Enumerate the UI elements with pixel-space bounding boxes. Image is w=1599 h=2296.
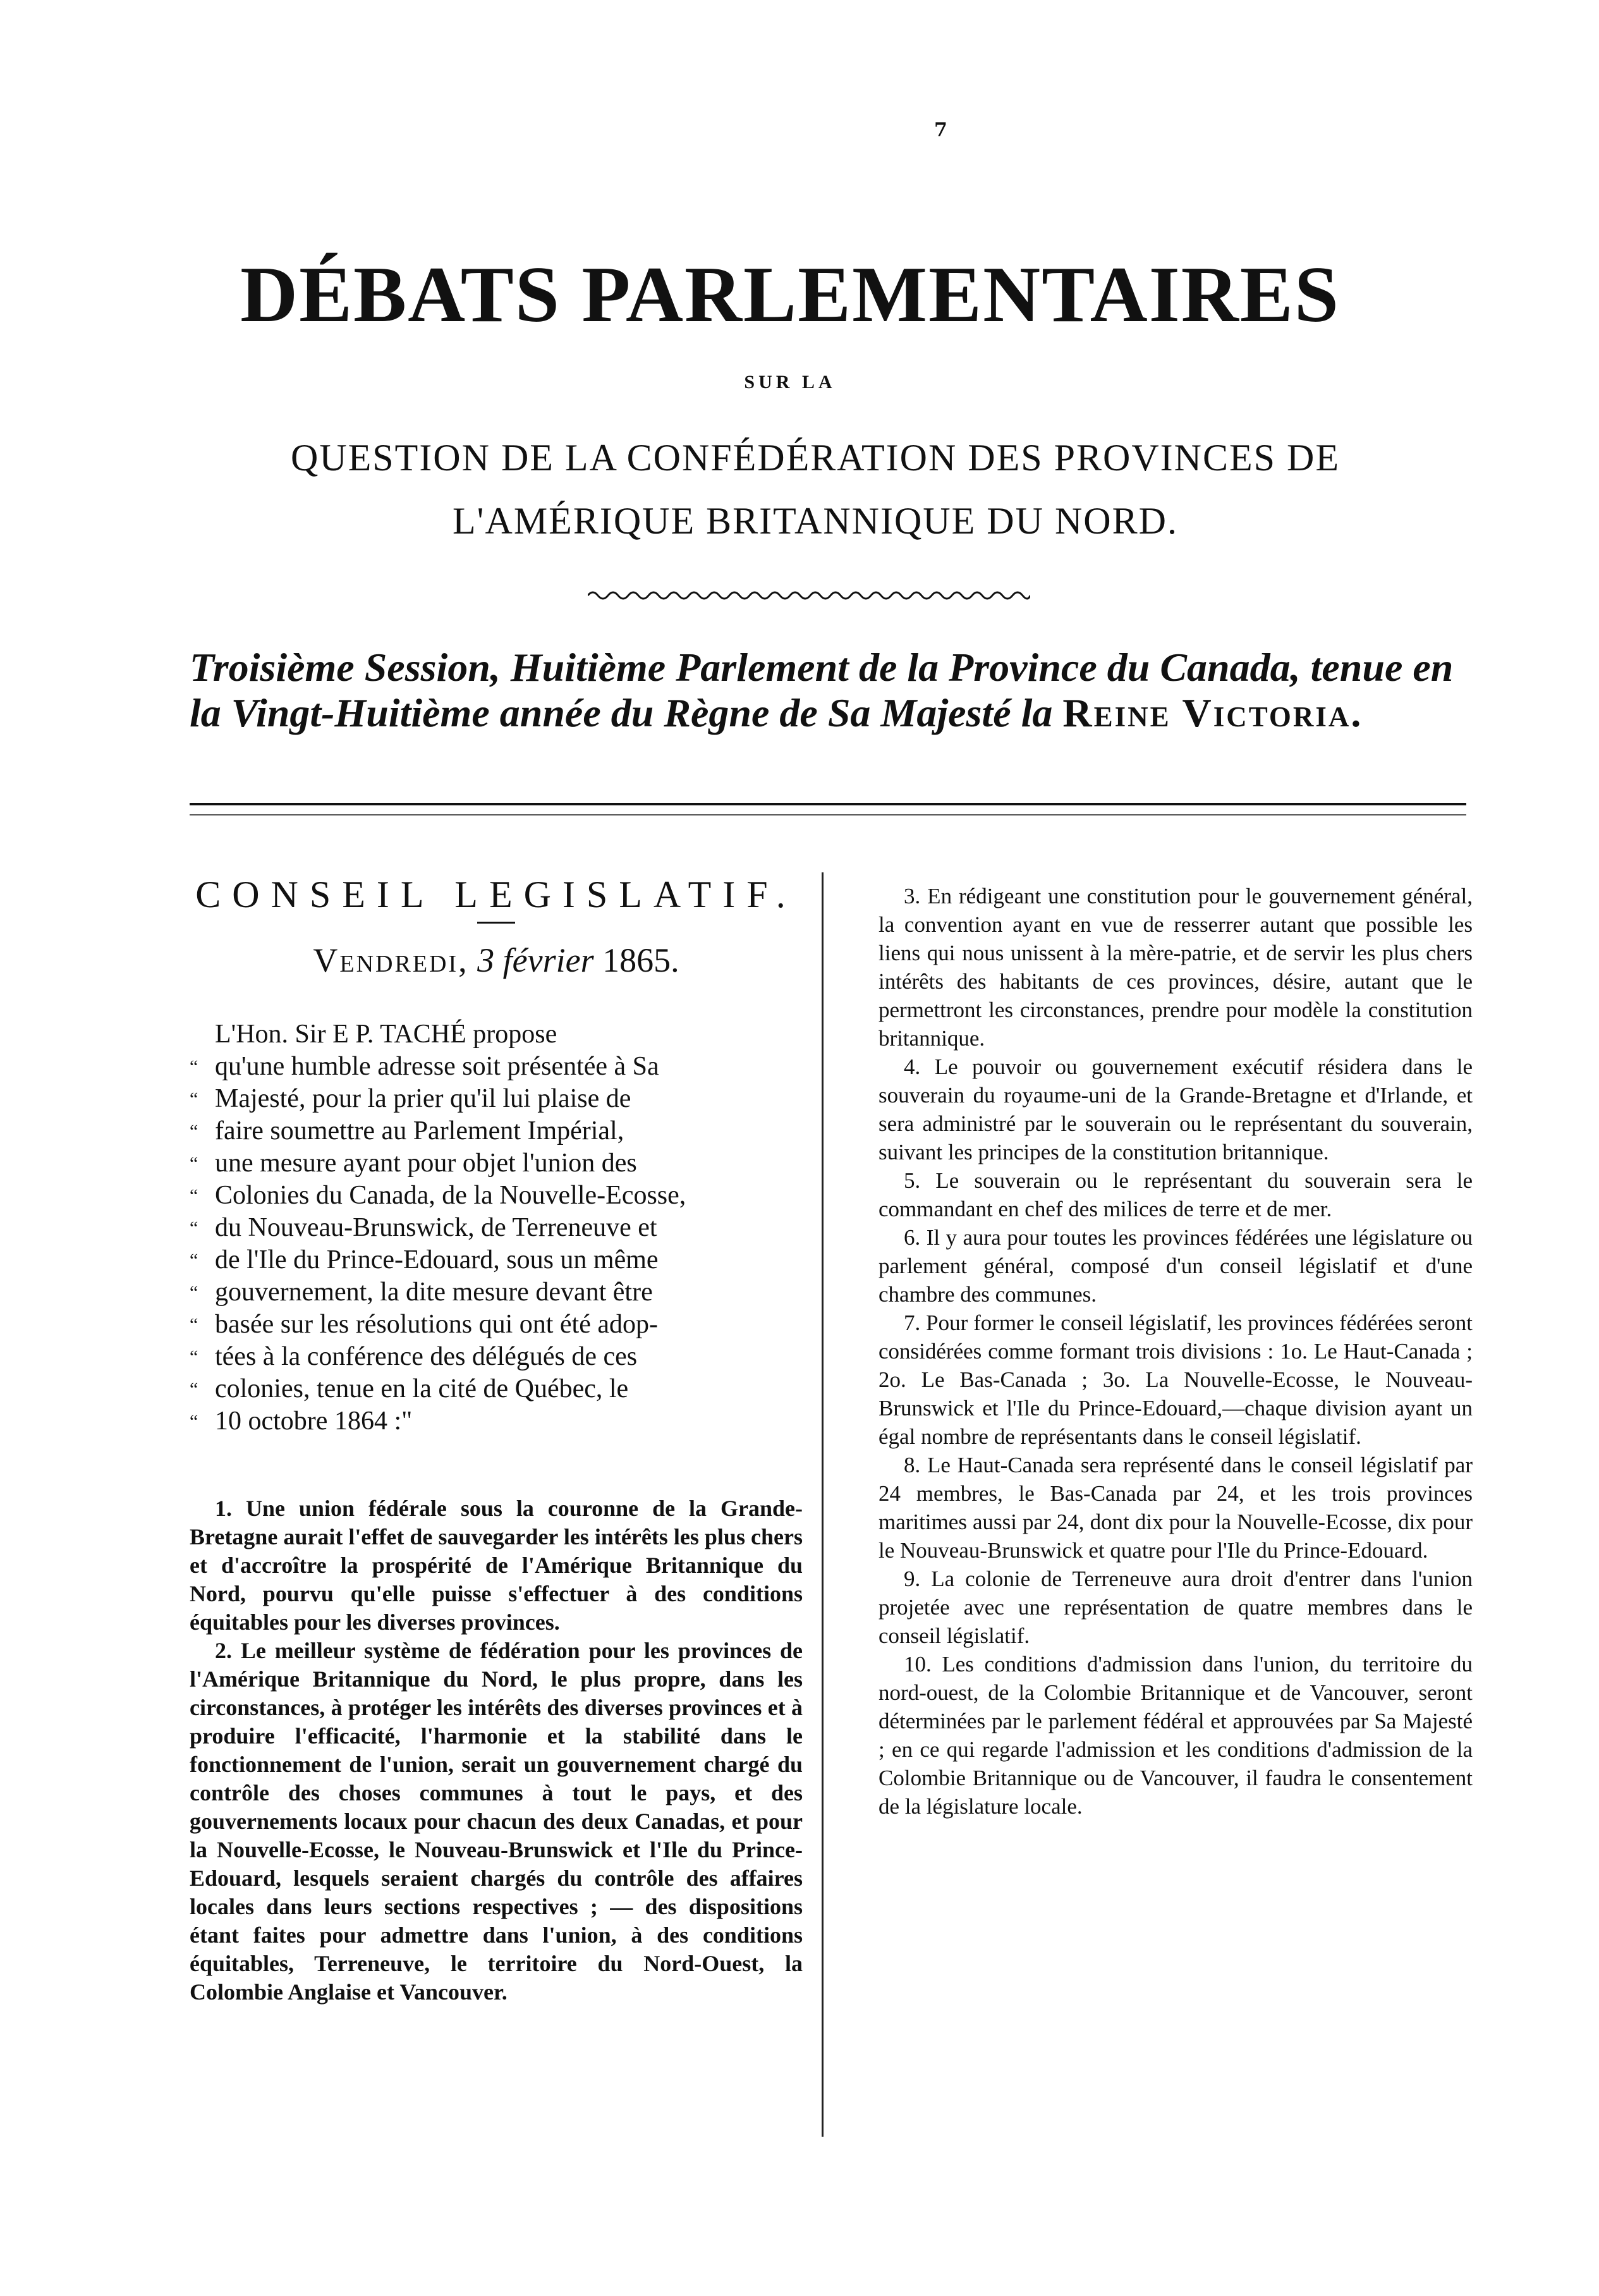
date-year: 1865. [602, 941, 679, 979]
speech-line: Majesté, pour la prier qu'il lui plaise de [215, 1084, 631, 1113]
subtitle-line-1: QUESTION DE LA CONFÉDÉRATION DES PROVINCES DE [290, 437, 1341, 479]
speech-line: du Nouveau-Brunswick, de Terreneuve et [215, 1213, 657, 1242]
resolutions-continued [879, 882, 1473, 1821]
speech-line: Colonies du Canada, de la Nouvelle-Ecosse, [215, 1181, 686, 1210]
dateline [190, 940, 803, 980]
resolution-paragraph: 1. Une union fédérale sous la couronne de la Grande-Bretagne aurait l'effet de sauvegarder les intérêts les plus chers et d'accroître la prospérité de l'Amérique Britannique du Nord, pourvu qu'elle puisse s'effectuer à des conditions équitables pour les diverses provinces. [190, 1496, 803, 1635]
resolution-paragraph: 10. Les conditions d'admission dans l'union, du territoire du nord-ouest, de la Colombie Britannique et de Vancouver, seront déterminées par le parlement fédéral et approuvées par Sa Majesté ; en ce qui regarde l'admission et les conditions d'admission de la Colombie Britannique ou de Vancouver, il faudra le consentement de la législature locale. [879, 1652, 1473, 1819]
resolutions-block [190, 1494, 803, 2006]
resolution-paragraph: 5. Le souverain ou le représentant du souverain sera le commandant en chef des milices de terre et de mer. [879, 1168, 1473, 1221]
date-month: 3 février [477, 941, 594, 979]
resolution-paragraph: 2. Le meilleur système de fédération pour les provinces de l'Amérique Britannique du Nord, le plus propre, dans les circonstances, à protéger les intérêts des diverses provinces et à produire l'efficacité, l'harmonie et la stabilité dans le fonctionnement de l'union, serait un gouvernement chargé du contrôle des choses communes à tout le pays, et des gouvernements locaux pour chacun des deux Canadas, et pour la Nouvelle-Ecosse, le Nouveau-Brunswick et l'Ile du Prince-Edouard, lesquels seraient chargés du contrôle des affaires locales dans leurs sections respectives ; — des dispositions étant faites pour admettre dans l'union, à des conditions équitables, Terreneuve, le territoire du Nord-Ouest, la Colombie Anglaise et Vancouver. [190, 1638, 803, 2005]
speech-block: L'Hon. Sir E P. TACHÉ propose “ qu'une humble adresse soit présentée à Sa “ Majesté, pour la prier qu'il lui plaise de “ faire soumettre au Parlement Impérial, “ une mesure ayant pour objet l'union des “ Colonies du Canada, de la Nouvelle-Ecosse, “ du Nouveau-Brunswick, de Terreneuve et “ de l'Ile du Prince-Edouard, sous un même “ gouvernement, la dite mesure devant être “ basée sur les résolutions qui ont été adop- “ tées à la conférence des délégués de ces “ colonies, tenue en la cité de Québec, le “ 10 octobre 1864 :" [190, 1018, 803, 1438]
date-day: Vendredi, [313, 941, 469, 979]
right-column [879, 882, 1473, 1821]
speech-line: 10 octobre 1864 :" [215, 1407, 413, 1436]
session-text: Troisième Session, Huitième Parlement de la Province du Canada, tenue en la Vingt-Huitième année du Règne de Sa Majesté la [190, 645, 1454, 735]
section-heading: CONSEIL LEGISLATIF. [195, 874, 797, 915]
speech-line: une mesure ayant pour objet l'union des [215, 1149, 637, 1178]
speech-line: qu'une humble adresse soit présentée à Sa [215, 1052, 659, 1081]
speech-line: basée sur les résolutions qui ont été adop- [215, 1310, 658, 1339]
page-mark: 7 [934, 119, 947, 141]
resolution-paragraph: 6. Il y aura pour toutes les provinces fédérées une législature ou parlement général, composé d'un conseil législatif et d'une chambre des communes. [879, 1225, 1473, 1307]
page-title: DÉBATS PARLEMENTAIRES [240, 251, 1340, 339]
resolution-paragraph: 7. Pour former le conseil législatif, les provinces fédérées seront considérées comme formant trois divisions : 1o. Le Haut-Canada ; 2o. Le Bas-Canada ; 3o. La Nouvelle-Ecosse, le Nouveau-Brunswick et l'Ile du Prince-Edouard,—chaque division ayant un égal nombre de représentants dans le conseil législatif. [879, 1310, 1473, 1449]
subtitle-line-2: L'AMÉRIQUE BRITANNIQUE DU NORD. [453, 500, 1178, 542]
header-rule [190, 803, 1466, 815]
wavy-ornament [588, 588, 1030, 603]
speech-line: gouvernement, la dite mesure devant être [215, 1278, 653, 1307]
session-statement [190, 645, 1466, 736]
title-connector: SUR LA [744, 372, 836, 393]
resolution-paragraph: 4. Le pouvoir ou gouvernement exécutif résidera dans le souverain du royaume-uni de la Grande-Bretagne et d'Irlande, et sera administré par le souverain ou le représentant du souverain, suivant les principes de la constitution britannique. [879, 1054, 1473, 1164]
speech-line: colonies, tenue en la cité de Québec, le [215, 1374, 629, 1403]
left-column [190, 872, 803, 2006]
session-monarch: Reine Victoria. [1062, 690, 1363, 735]
speech-line: de l'Ile du Prince-Edouard, sous un même [215, 1245, 659, 1274]
resolution-paragraph: 3. En rédigeant une constitution pour le gouvernement général, la convention ayant en vue de resserrer autant que possible les liens qui nous unissent à la mère-patrie, et de servir les plus chers intérêts des habitants de ces provinces, désire, autant que le permettront les circonstances, prendre pour modèle la constitution britannique. [879, 884, 1473, 1051]
speech-line: faire soumettre au Parlement Impérial, [215, 1116, 624, 1145]
speech-line: L'Hon. Sir E P. TACHÉ propose [215, 1020, 557, 1049]
speech-line: tées à la conférence des délégués de ces [215, 1342, 638, 1371]
column-divider [822, 872, 824, 2137]
resolution-paragraph: 9. La colonie de Terreneuve aura droit d'entrer dans l'union projetée avec une représentation de quatre membres dans le conseil législatif. [879, 1566, 1473, 1648]
resolution-paragraph: 8. Le Haut-Canada sera représenté dans le conseil législatif par 24 membres, le Bas-Canada par 24, et les trois provinces maritimes aussi par 24, dont dix pour la Nouvelle-Ecosse, dix pour le Nouveau-Brunswick et quatre pour l'Ile du Prince-Edouard. [879, 1453, 1473, 1563]
heading-rule [477, 922, 515, 924]
